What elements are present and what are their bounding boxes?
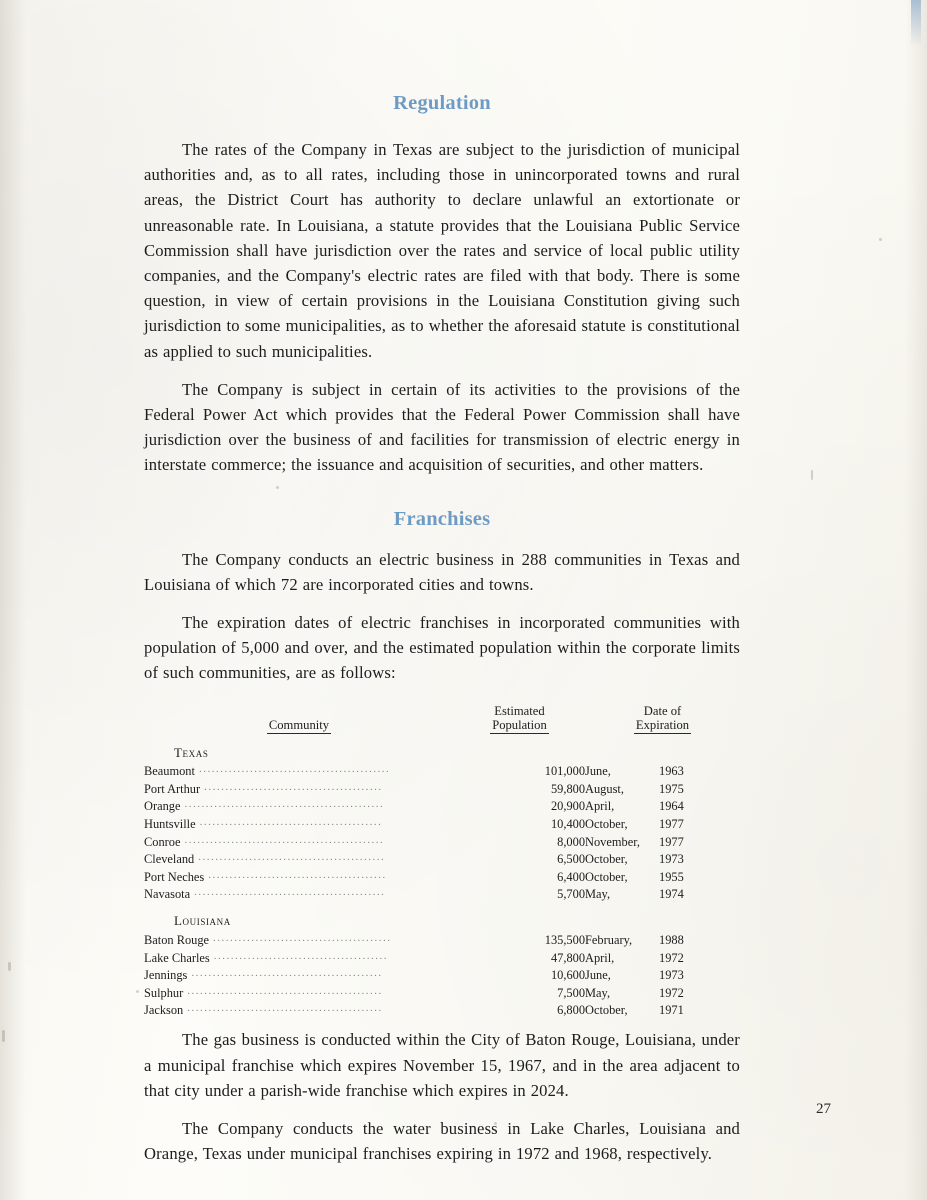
population-cell: 47,800 — [550, 950, 586, 965]
paper-speck — [879, 238, 882, 241]
table-row — [144, 1002, 740, 1020]
table-header — [144, 704, 740, 735]
expiration-month: June, — [585, 764, 611, 779]
community-cell — [144, 815, 454, 833]
population-cell: 6,400 — [557, 869, 586, 884]
expiration-year: 1972 — [659, 985, 684, 1000]
population-cell: 6,800 — [557, 1003, 586, 1018]
community-name: Cleveland — [144, 852, 195, 867]
expiration-cell — [585, 833, 740, 851]
leader-dots: .......................................... — [208, 868, 387, 881]
community-name: Port Neches — [144, 869, 205, 884]
expiration-cell — [585, 815, 740, 833]
expiration-month: June, — [585, 968, 611, 983]
table-row — [144, 868, 740, 886]
expiration-month: October, — [585, 1003, 628, 1018]
regulation-paragraph-2: The Company is subject in certain of its activities to the provisions of the Federal Power Act which provides that the Federal Power Commission shall have jurisdiction over the business of and facilities for transmission of electric energy in interstate commerce; the issuance and acquisition of securities, and other matters. — [144, 379, 740, 475]
community-name: Navasota — [144, 887, 191, 902]
page-right-shadow — [905, 0, 927, 1200]
expiration-year: 1964 — [659, 799, 684, 814]
expiration-month: May, — [585, 985, 611, 1000]
franchises-paragraph-2: The expiration dates of electric franchises in incorporated communities with population of 5,000 and over, and the estimated population within the corporate limits of such communities, are as follows: — [144, 613, 740, 683]
expiration-cell — [585, 949, 740, 967]
table-row — [144, 815, 740, 833]
community-cell — [144, 886, 454, 904]
column-header-community-label: Community — [268, 717, 330, 732]
community-name: Jennings — [144, 968, 188, 983]
community-name: Baton Rouge — [144, 933, 210, 947]
expiration-month: October, — [585, 869, 628, 884]
table-row — [144, 851, 740, 869]
leader-dots: .............................................. — [187, 984, 383, 997]
expiration-year: 1975 — [659, 781, 684, 796]
table-row — [144, 780, 740, 798]
population-cell: 101,000 — [544, 764, 586, 779]
leader-dots: ............................................... — [184, 798, 385, 811]
leader-dots: ............................................ — [198, 851, 386, 864]
expiration-cell — [585, 886, 740, 904]
page-number: 27 — [816, 1101, 831, 1117]
column-header-population-bottom: Population — [492, 717, 547, 732]
leader-dots: ............................................... — [184, 833, 385, 846]
expiration-month: November, — [585, 834, 640, 849]
leader-dots: .......................................... — [204, 780, 383, 793]
leader-dots: .......................................... — [213, 932, 392, 944]
community-cell — [144, 851, 454, 869]
population-cell: 8,000 — [557, 834, 586, 849]
leader-dots: ............................................. — [194, 886, 386, 899]
table-body — [144, 735, 740, 1020]
table-row — [144, 763, 740, 781]
expiration-year: 1977 — [659, 834, 684, 849]
table-region-row — [144, 735, 740, 763]
leader-dots: .............................................. — [187, 1002, 383, 1015]
community-cell — [144, 798, 454, 816]
table-row — [144, 833, 740, 851]
expiration-year: 1977 — [659, 817, 684, 832]
column-header-population-top: Estimated — [494, 703, 545, 718]
expiration-month: October, — [585, 817, 628, 832]
table-header-row — [144, 704, 740, 735]
expiration-cell — [585, 780, 740, 798]
community-name: Beaumont — [144, 764, 195, 779]
expiration-year: 1963 — [659, 764, 684, 779]
community-name: Lake Charles — [144, 950, 210, 965]
community-cell — [144, 949, 454, 967]
leader-dots: ............................................. — [198, 763, 391, 776]
expiration-month: February, — [585, 933, 633, 947]
community-cell — [144, 931, 454, 949]
paper-speck — [2, 1030, 5, 1042]
expiration-year: 1988 — [659, 933, 684, 947]
table-row — [144, 967, 740, 985]
expiration-year: 1971 — [659, 1003, 684, 1018]
expiration-cell — [585, 798, 740, 816]
table-row — [144, 984, 740, 1002]
community-cell — [144, 763, 454, 781]
paper-speck — [811, 470, 813, 480]
table-row — [144, 886, 740, 904]
expiration-cell — [585, 1002, 740, 1020]
gas-business-paragraph: The gas business is conducted within the City of Baton Rouge, Louisiana, under a municipal franchise which expires November 15, 1967, and in the area adjacent to that city under a parish-wide franchise which expires in 2024. — [144, 1030, 740, 1100]
expiration-cell — [585, 931, 740, 949]
region-label: Texas — [174, 744, 209, 760]
expiration-year: 1973 — [659, 968, 684, 983]
expiration-month: April, — [585, 799, 615, 814]
community-cell — [144, 868, 454, 886]
paper-speck — [8, 962, 11, 971]
community-cell — [144, 984, 454, 1002]
community-name: Sulphur — [144, 985, 184, 1000]
leader-dots: ......................................... — [213, 949, 388, 962]
column-header-population — [454, 704, 585, 735]
table-row — [144, 949, 740, 967]
leader-dots: ........................................... — [199, 816, 383, 829]
community-cell — [144, 967, 454, 985]
expiration-year: 1955 — [659, 869, 684, 884]
population-cell: 10,400 — [550, 817, 586, 832]
community-name: Conroe — [144, 834, 181, 849]
franchises-paragraph-1: The Company conducts an electric business in 288 communities in Texas and Louisiana of which 72 are incorporated cities and towns. — [144, 549, 740, 594]
population-cell: 59,800 — [550, 781, 586, 796]
expiration-month: April, — [585, 950, 615, 965]
expiration-year: 1974 — [659, 887, 684, 902]
expiration-month: August, — [585, 781, 624, 796]
column-header-date-bottom: Expiration — [635, 717, 690, 732]
region-label: Louisiana — [174, 913, 231, 929]
page-left-shadow — [0, 0, 26, 1200]
population-cell: 135,500 — [544, 933, 586, 947]
column-header-date-top: Date of — [643, 703, 682, 718]
community-name: Huntsville — [144, 817, 196, 832]
column-header-date — [585, 704, 740, 735]
leader-dots: ............................................. — [191, 967, 383, 980]
section-heading-regulation: Regulation — [393, 92, 491, 114]
table-row — [144, 931, 740, 949]
expiration-cell — [585, 967, 740, 985]
expiration-cell — [585, 851, 740, 869]
community-cell — [144, 780, 454, 798]
community-cell — [144, 833, 454, 851]
expiration-year: 1973 — [659, 852, 684, 867]
regulation-paragraph-1: The rates of the Company in Texas are subject to the jurisdiction of municipal authorities and, as to all rates, including those in unincorporated towns and rural areas, the District Court has authority to declare unlawful an extortionate or unreasonable rate. In Louisiana, a statute provides that the Louisiana Public Service Commission shall have jurisdiction over the rates and service of local public utility companies, and the Company's electric rates are filed with that body. There is some question, in view of certain provisions in the Louisiana Constitution giving such jurisdiction to some municipalities, as to whether the aforesaid statute is constitutional as applied to such municipalities. — [144, 140, 740, 361]
paper-speck — [136, 990, 139, 993]
expiration-month: May, — [585, 887, 611, 902]
population-cell: 7,500 — [557, 985, 586, 1000]
expiration-cell — [585, 984, 740, 1002]
page-content — [144, 92, 740, 1166]
page-corner-marker — [911, 0, 921, 46]
section-heading-franchises: Franchises — [393, 507, 491, 530]
population-cell: 6,500 — [557, 852, 586, 867]
water-business-paragraph: The Company conducts the water business in Lake Charles, Louisiana and Orange, Texas under municipal franchises expiring in 1972 and 1968, respectively. — [144, 1118, 740, 1164]
expiration-cell — [585, 763, 740, 781]
column-header-community — [144, 704, 454, 735]
expiration-cell — [585, 868, 740, 886]
franchise-expiration-table — [144, 704, 740, 1020]
table-row — [144, 798, 740, 816]
community-name: Jackson — [144, 1003, 184, 1018]
community-cell — [144, 1002, 454, 1020]
population-cell: 20,900 — [550, 799, 586, 814]
community-name: Orange — [144, 799, 181, 814]
community-name: Port Arthur — [144, 781, 201, 796]
expiration-month: October, — [585, 852, 628, 867]
table-region-row — [144, 903, 740, 931]
population-cell: 5,700 — [557, 887, 586, 902]
expiration-year: 1972 — [659, 950, 684, 965]
population-cell: 10,600 — [550, 968, 586, 983]
